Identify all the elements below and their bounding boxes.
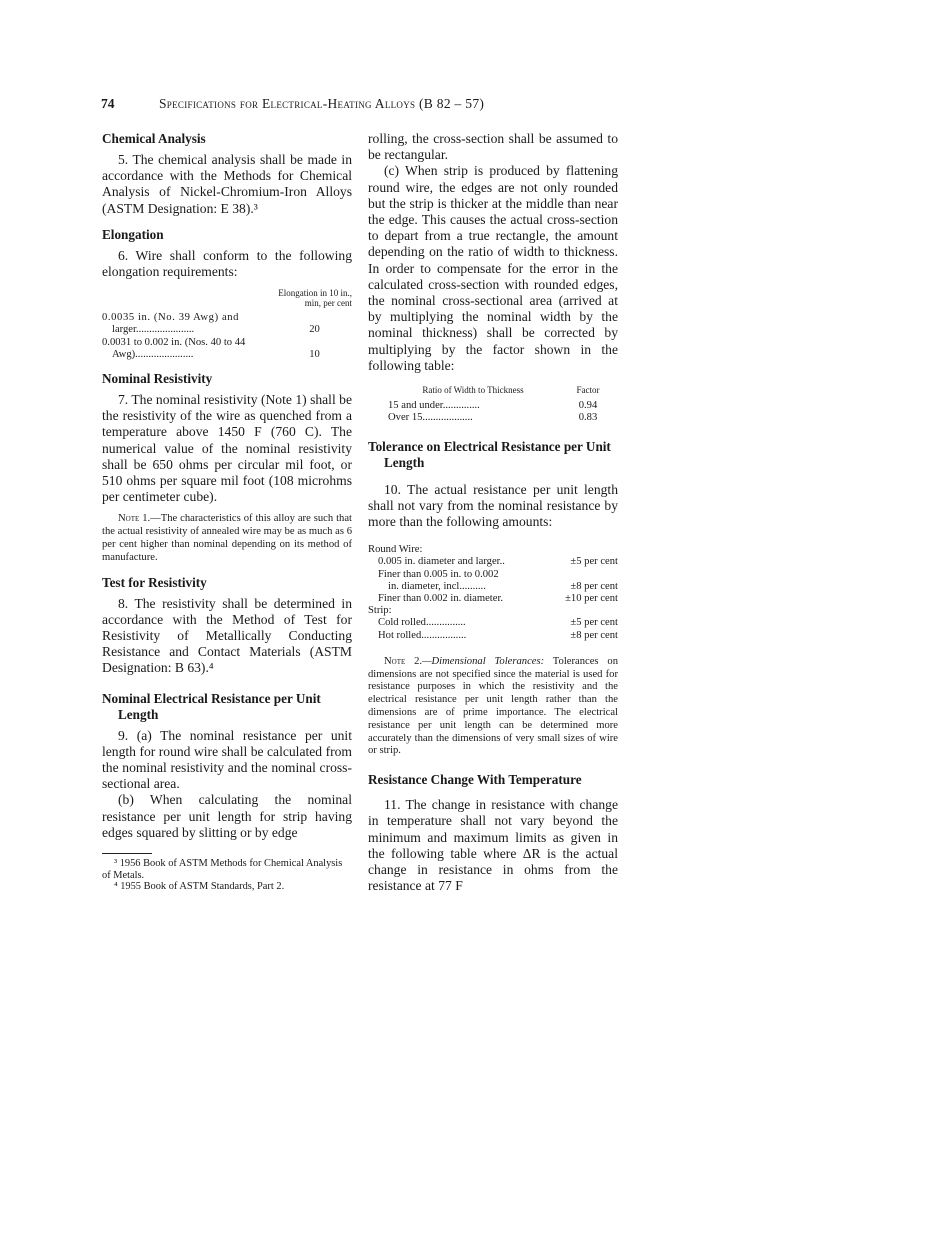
table-row: Finer than 0.002 in. diameter. ±10 per cent	[378, 593, 618, 605]
column-header: Elongation in 10 in., min, per cent	[278, 288, 352, 309]
section-tolerance	[368, 439, 618, 759]
right-column	[368, 131, 618, 894]
section-nominal-resistivity	[102, 371, 352, 565]
ratio-cell: Over 15...................	[388, 412, 473, 424]
column-header-ratio: Ratio of Width to Thickness	[422, 385, 524, 396]
footnote-3: ³ 1956 Book of ASTM Methods for Chemical Analysis of Metals.	[102, 858, 343, 881]
tolerance-value: ±5 per cent	[570, 556, 618, 568]
paragraph-10: 10. The actual resistance per unit length shall not vary from the nominal resistance by more than the following amounts:	[368, 481, 618, 530]
paragraph-9a: 9. (a) The nominal resistance per unit length for round wire shall be calculated from the nominal resistivity and the nominal cross-sectional area.	[102, 727, 352, 792]
table-row	[102, 337, 352, 361]
table-row: Cold rolled............... ±5 per cent	[378, 617, 618, 629]
section-heading: Test for Resistivity	[102, 574, 207, 590]
paragraph-5: 5. The chemical analysis shall be made in accordance with the Methods for Chemical Analysis of Nickel-Chromium-Iron Alloys (ASTM Designation: E 38).³	[102, 152, 352, 216]
section-elongation	[102, 227, 352, 361]
table-row: 0.005 in. diameter and larger.. ±5 per cent	[378, 556, 618, 568]
category-round-wire: Round Wire:	[368, 544, 423, 556]
left-column	[102, 131, 352, 893]
note-2: Note 2.—Dimensional Tolerances: Tolerances on dimensions are not specified since the material is used for resistance purposes in which the resistivity and the electrical resistance per unit length rather than the dimensions are of prime importance. The electrical resistance per unit length can be determined more accurately than the dimensions of very small sizes of wire or strip.	[368, 655, 618, 757]
section-heading: Resistance Change With Temperature	[368, 772, 582, 788]
section-nominal-electrical-resistance	[102, 691, 352, 841]
factor-cell: 0.94	[578, 400, 598, 412]
running-title: Specifications for Electrical-Heating Alloys (B 82 – 57)	[159, 96, 485, 111]
section-test-for-resistivity	[102, 575, 352, 677]
section-resistance-change	[368, 772, 618, 894]
paragraph-9b: (b) When calculating the nominal resistance per unit length for strip having edges squared by slitting or by edge	[102, 792, 352, 840]
table-row	[388, 412, 618, 424]
paragraph-6: 6. Wire shall conform to the following elongation requirements:	[102, 247, 352, 280]
category-strip: Strip:	[368, 605, 392, 617]
table-row: Hot rolled................. ±8 per cent	[378, 629, 618, 641]
table-row	[388, 400, 618, 412]
size-cell: 0.0031 to 0.002 in. (Nos. 40 to 44 Awg)......................	[102, 336, 246, 360]
table-row: Finer than 0.005 in. to 0.002 in. diameter, incl.......... ±8 per cent	[378, 568, 618, 592]
paragraph-7: 7. The nominal resistivity (Note 1) shall be the resistivity of the wire as quenched from a temperature above 1450 F (760 C). The numerical value of the nominal resistivity shall be 650 ohms per circular mil foot, or 510 ohms per square mil foot (108 microhms per centimeter cube).	[102, 392, 352, 505]
paragraph-8: 8. The resistivity shall be determined in accordance with the Method of Test for Resistivity of Metallically Conducting Resistance and Contact Materials (ASTM Designation: B 63).⁴	[102, 595, 352, 676]
paragraph-9c: (c) When strip is produced by flattening round wire, the edges are not only rounded but the strip is thicker at the middle than near the edge. This causes the actual cross-section to depart from a true rectangle, the amount depending on the ratio of width to thickness. In order to compensate for the error in the calculated cross-section with rounded edges, the nominal cross-sectional area (arrived at by multiplying the nominal width by the nominal thickness) shall be corrected by multiplying by the factor shown in the following table:	[368, 163, 618, 373]
tolerance-value: ±8 per cent	[570, 629, 618, 641]
paragraph-11: 11. The change in resistance with change in temperature shall not vary beyond the minimum and maximum limits as given in the following table where ΔR is the actual change in resistance in ohms from the resistance at 77 F	[368, 797, 618, 894]
section-heading: Nominal Electrical Resistance per Unit Length	[102, 690, 321, 722]
column-header-factor: Factor	[576, 385, 600, 396]
running-header	[101, 96, 561, 112]
tolerance-value: ±10 per cent	[565, 593, 618, 605]
section-chemical-analysis	[102, 131, 352, 217]
section-heading: Nominal Resistivity	[102, 371, 213, 387]
size-cell: 0.0035 in. (No. 39 Awg) and larger......................	[102, 312, 240, 336]
section-heading: Chemical Analysis	[102, 131, 206, 146]
paragraph-9b-continued: rolling, the cross-section shall be assumed to be rectangular.	[368, 131, 618, 163]
table-row	[102, 312, 352, 336]
note-1: Note 1.—The characteristics of this alloy are such that the actual resistivity of annealed wire may be as much as 6 per cent higher than nominal depending on its method of manufacture.	[102, 513, 352, 563]
tolerance-value: ±8 per cent	[570, 580, 618, 592]
elongation-value: 20	[309, 324, 320, 336]
factor-table	[388, 384, 618, 425]
elongation-table	[102, 288, 352, 361]
page-number: 74	[101, 96, 115, 111]
tolerance-table	[368, 544, 618, 642]
section-heading: Tolerance on Electrical Resistance per Unit Length	[368, 438, 611, 470]
footnote-rule	[102, 853, 152, 854]
factor-cell: 0.83	[578, 412, 598, 424]
tolerance-value: ±5 per cent	[570, 617, 618, 629]
ratio-cell: 15 and under..............	[388, 400, 480, 412]
elongation-value: 10	[309, 348, 320, 360]
section-heading: Elongation	[102, 226, 164, 242]
footnote-4: ⁴ 1955 Book of ASTM Standards, Part 2.	[114, 881, 285, 893]
